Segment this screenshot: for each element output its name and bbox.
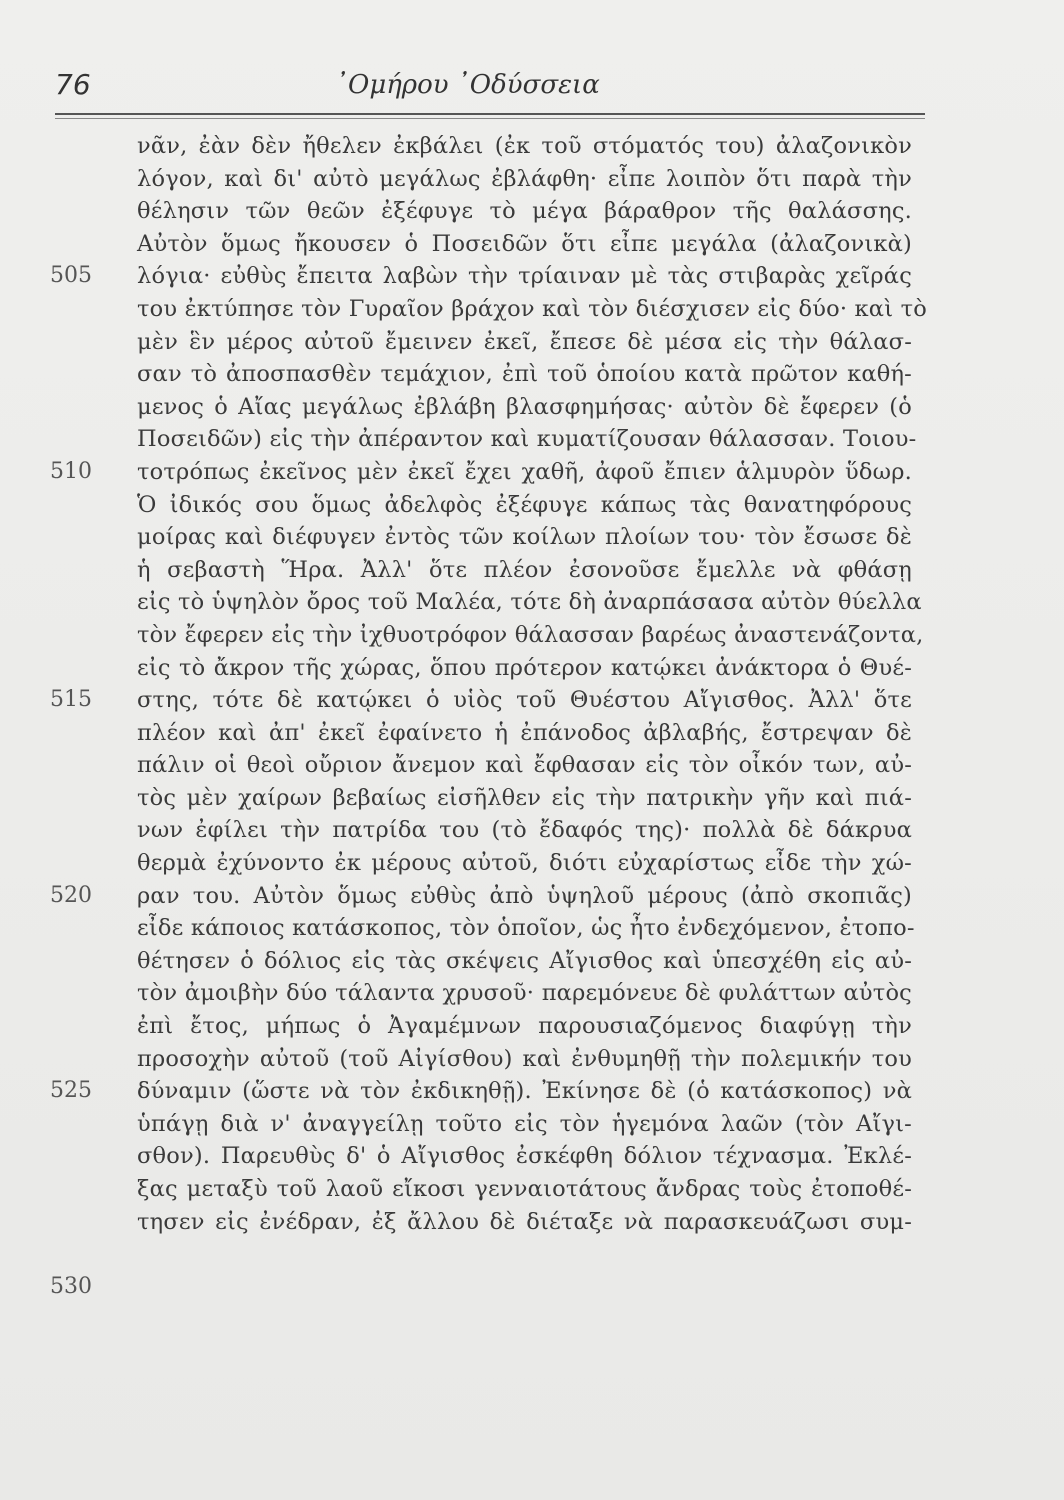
verse-number: 525 (50, 1078, 92, 1104)
header-rule (55, 113, 925, 115)
text-line: σαν τὸ ἀποσπασθὲν τεμάχιον, ἐπὶ τοῦ ὁποίου κατὰ πρῶτον καθή- (137, 361, 912, 388)
text-line: θέτησεν ὁ δόλιος εἰς τὰς σκέψεις Αἴγισθος καὶ ὑπεσχέθη εἰς αὐ- (137, 947, 912, 974)
verse-number: 520 (50, 882, 92, 908)
text-line: θέλησιν τῶν θεῶν ἐξέφυγε τὸ μέγα βάραθρον τῆς θαλάσσης. (137, 198, 912, 225)
text-line: ἐπὶ ἔτος, μήπως ὁ Ἀγαμέμνων παρουσιαζόμενος διαφύγῃ τὴν (137, 1013, 912, 1040)
text-line: μενος ὁ Αἴας μεγάλως ἐβλάβη βλασφημήσας· αὐτὸν δὲ ἔφερεν (ὁ (137, 393, 912, 420)
text-line: μὲν ἓν μέρος αὐτοῦ ἔμεινεν ἐκεῖ, ἔπεσε δὲ μέσα εἰς τὴν θάλασ- (137, 328, 912, 355)
running-title: ᾿Ομήρου ᾿Οδύσσεια (335, 70, 600, 100)
text-line: θερμὰ ἐχύνοντο ἐκ μέρους αὐτοῦ, διότι εὐχαρίστως εἶδε τὴν χώ- (137, 850, 912, 877)
text-line: Ὁ ἰδικός σου ὅμως ἀδελφὸς ἐξέφυγε κάπως τὰς θανατηφόρους (137, 491, 912, 518)
verse-number: 515 (50, 687, 92, 713)
header-rule-thin (55, 118, 925, 119)
text-line: λόγον, καὶ δι' αὐτὸ μεγάλως ἐβλάφθη· εἶπε λοιπὸν ὅτι παρὰ τὴν (137, 165, 912, 192)
text-line: προσοχὴν αὐτοῦ (τοῦ Αἰγίσθου) καὶ ἐνθυμηθῇ τὴν πολεμικήν του (137, 1045, 912, 1072)
text-line: σθον). Παρευθὺς δ' ὁ Αἴγισθος ἐσκέφθη δόλιον τέχνασμα. Ἐκλέ- (137, 1143, 912, 1170)
text-line: ξας μεταξὺ τοῦ λαοῦ εἴκοσι γενναιοτάτους ἄνδρας τοὺς ἐτοποθέ- (137, 1176, 912, 1202)
text-line: νων ἐφίλει τὴν πατρίδα του (τὸ ἔδαφός της)· πολλὰ δὲ δάκρυα (137, 817, 912, 844)
text-line: τὸν ἀμοιβὴν δύο τάλαντα χρυσοῦ· παρεμόνευε δὲ φυλάττων αὐτὸς (137, 980, 912, 1007)
text-line: Ποσειδῶν) εἰς τὴν ἀπέραντον καὶ κυματίζουσαν θάλασσαν. Τοιου- (137, 426, 917, 453)
text-line: δύναμιν (ὥστε νὰ τὸν ἐκδικηθῇ). Ἐκίνησε δὲ (ὁ κατάσκοπος) νὰ (137, 1078, 912, 1105)
text-line: Αὐτὸν ὅμως ἤκουσεν ὁ Ποσειδῶν ὅτι εἶπε μεγάλα (ἀλαζονικὰ) (137, 230, 912, 257)
text-line: λόγια· εὐθὺς ἔπειτα λαβὼν τὴν τρίαιναν μὲ τὰς στιβαρὰς χεῖράς (137, 263, 912, 290)
text-line: τὸν ἔφερεν εἰς τὴν ἰχθυοτρόφον θάλασσαν βαρέως ἀναστενάζοντα, (137, 621, 924, 648)
text-line: στης, τότε δὲ κατῴκει ὁ υἱὸς τοῦ Θυέστου Αἴγισθος. Ἀλλ' ὅτε (137, 687, 912, 714)
text-line: τησεν εἰς ἐνέδραν, ἐξ ἄλλου δὲ διέταξε νὰ παρασκευάζωσι συμ- (137, 1208, 912, 1235)
text-line: εἶδε κάποιος κατάσκοπος, τὸν ὁποῖον, ὡς ἦτο ἐνδεχόμενον, ἐτοπο- (137, 915, 915, 942)
body-text (137, 130, 927, 1238)
text-line: νᾶν, ἐὰν δὲν ἤθελεν ἐκβάλει (ἐκ τοῦ στόματός του) ἀλαζονικὸν (137, 133, 912, 159)
text-line: μοίρας καὶ διέφυγεν ἐντὸς τῶν κοίλων πλοίων του· τὸν ἔσωσε δὲ (137, 524, 912, 551)
text-line: του ἐκτύπησε τὸν Γυραῖον βράχον καὶ τὸν διέσχισεν εἰς δύο· καὶ τὸ (137, 295, 927, 322)
page-number: 76 (55, 68, 91, 101)
text-line: ὑπάγῃ διὰ ν' ἀναγγείλῃ τοῦτο εἰς τὸν ἡγεμόνα λαῶν (τὸν Αἴγι- (137, 1110, 912, 1137)
verse-number: 510 (50, 459, 92, 484)
text-line: πλέον καὶ ἀπ' ἐκεῖ ἐφαίνετο ἡ ἐπάνοδος ἀβλαβής, ἔστρεψαν δὲ (137, 719, 912, 746)
verse-number: 530 (50, 1274, 92, 1299)
page-header (55, 68, 925, 108)
text-line: πάλιν οἱ θεοὶ οὔριον ἄνεμον καὶ ἔφθασαν εἰς τὸν οἶκόν των, αὐ- (137, 752, 912, 779)
text-line: ραν του. Αὐτὸν ὅμως εὐθὺς ἀπὸ ὑψηλοῦ μέρους (ἀπὸ σκοπιᾶς) (137, 882, 912, 909)
verse-number: 505 (50, 263, 92, 289)
text-line: εἰς τὸ ἄκρον τῆς χώρας, ὅπου πρότερον κατῴκει ἀνάκτορα ὁ Θυέ- (137, 654, 912, 681)
text-line: εἰς τὸ ὑψηλὸν ὄρος τοῦ Μαλέα, τότε δὴ ἀναρπάσασα αὐτὸν θύελλα (137, 589, 922, 616)
text-line: τὸς μὲν χαίρων βεβαίως εἰσῆλθεν εἰς τὴν πατρικὴν γῆν καὶ πιά- (137, 784, 912, 811)
text-line: ἡ σεβαστὴ Ἥρα. Ἀλλ' ὅτε πλέον ἐσονοῦσε ἔμελλε νὰ φθάσῃ (137, 556, 912, 583)
text-line: τοτρόπως ἐκεῖνος μὲν ἐκεῖ ἔχει χαθῆ, ἀφοῦ ἔπιεν ἁλμυρὸν ὕδωρ. (137, 458, 912, 485)
